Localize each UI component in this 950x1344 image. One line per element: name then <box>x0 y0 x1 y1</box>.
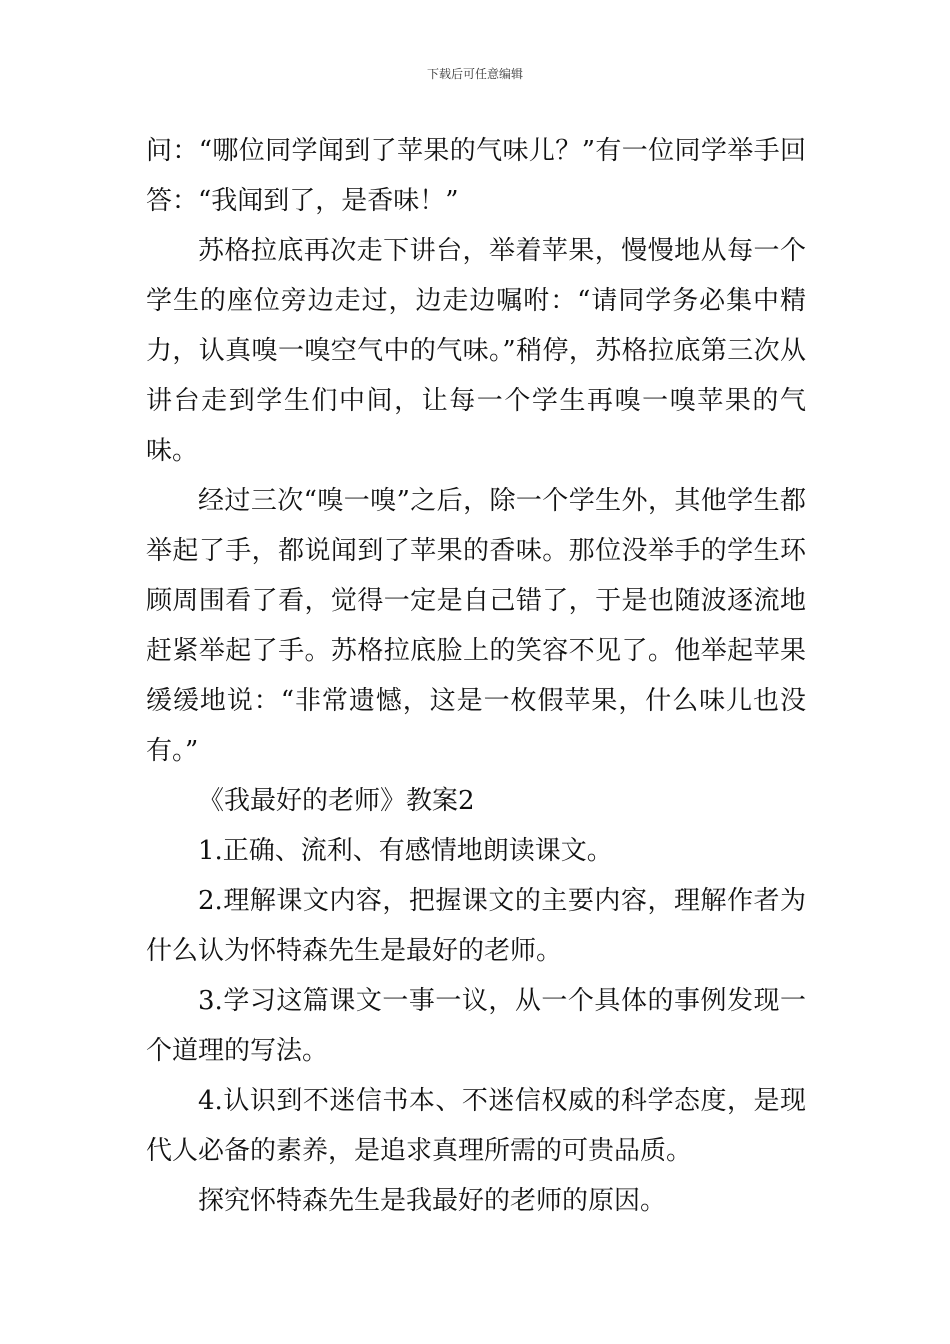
lesson-plan-title: 《我最好的老师》教案2 <box>198 786 475 816</box>
page-header: 下载后可任意编辑 <box>426 67 523 81</box>
objective-item-3: 3.学习这篇课文一事一议，从一个具体的事例发现一个道理的写法。 <box>146 986 806 1066</box>
document-body <box>146 126 806 1226</box>
paragraph-dialogue: 问：“哪位同学闻到了苹果的气味儿？”有一位同学举手回答：“我闻到了，是香味！” <box>146 136 806 216</box>
objective-item-1: 1.正确、流利、有感情地朗读课文。 <box>198 836 613 866</box>
objective-item-4: 4.认识到不迷信书本、不迷信权威的科学态度，是现代人必备的素养，是追求真理所需的可贵品质。 <box>146 1086 806 1166</box>
key-point: 探究怀特森先生是我最好的老师的原因。 <box>198 1186 667 1216</box>
paragraph-fake-apple: 经过三次“嗅一嗅”之后，除一个学生外，其他学生都举起了手，都说闻到了苹果的香味。那位没举手的学生环顾周围看了看，觉得一定是自己错了，于是也随波逐流地赶紧举起了手。苏格拉底脸上的笑容不见了。他举起苹果缓缓地说：“非常遗憾，这是一枚假苹果，什么味儿也没有。” <box>146 486 806 766</box>
objective-item-2: 2.理解课文内容，把握课文的主要内容，理解作者为什么认为怀特森先生是最好的老师。 <box>146 886 806 966</box>
paragraph-second-walk: 苏格拉底再次走下讲台，举着苹果，慢慢地从每一个学生的座位旁边走过，边走边嘱咐：“请同学务必集中精力，认真嗅一嗅空气中的气味。”稍停，苏格拉底第三次从讲台走到学生们中间，让每一个学生再嗅一嗅苹果的气味。 <box>146 236 806 466</box>
